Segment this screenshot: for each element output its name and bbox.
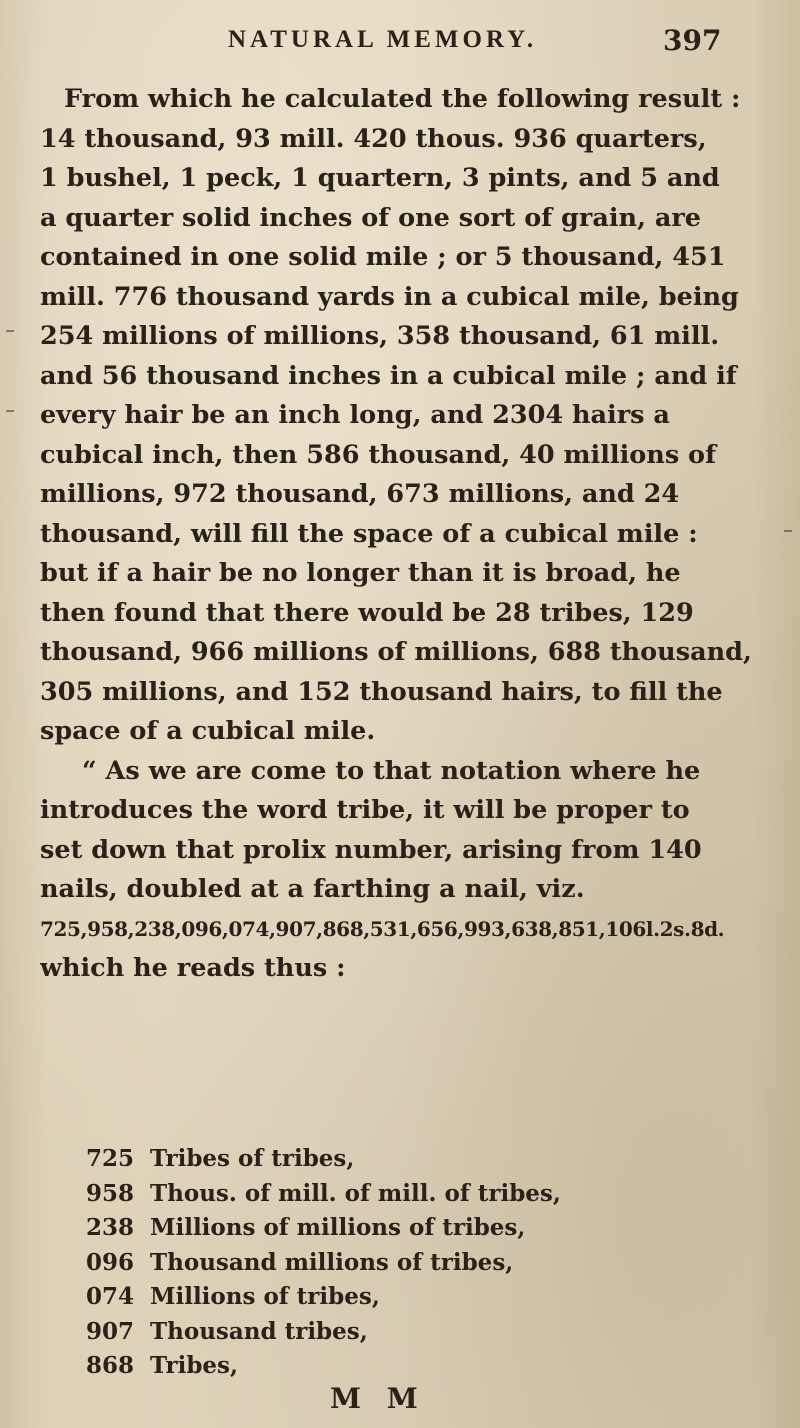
text-line: then found that there would be 28 tribes, 129 — [40, 597, 694, 628]
tally-number: 074 — [86, 1283, 135, 1310]
text-line: every hair be an inch long, and 2304 hairs a — [40, 400, 670, 430]
body-text — [40, 80, 770, 989]
tally-label: Thousand millions of tribes, — [150, 1248, 514, 1276]
margin-mark — [784, 530, 792, 532]
tally-label: Millions of tribes, — [150, 1283, 380, 1310]
margin-mark — [6, 330, 14, 332]
tally-number: 096 — [86, 1248, 135, 1276]
text-line: mill. 776 thousand yards in a cubical mile, being — [40, 281, 739, 312]
list-item — [86, 1211, 561, 1246]
text-line: cubical inch, then 586 thousand, 40 millions of — [40, 439, 717, 470]
list-item — [86, 1349, 561, 1384]
margin-mark — [6, 410, 14, 412]
text-line: space of a cubical mile. — [40, 716, 376, 746]
tally-label: Millions of millions of tribes, — [150, 1214, 526, 1241]
text-line: and 56 thousand inches in a cubical mile ; and if — [40, 360, 737, 391]
tally-label: Tribes of tribes, — [150, 1145, 355, 1172]
long-number-line: 725,958,238,096,074,907,868,531,656,993,638,851,106l.2s.8d. — [40, 916, 725, 941]
running-title: NATURAL MEMORY. — [228, 26, 538, 53]
tally-number: 958 — [86, 1179, 135, 1207]
text-line: which he reads thus : — [40, 953, 346, 983]
text-line: introduces the word tribe, it will be proper to — [40, 795, 690, 825]
text-line: “ As we are come to that notation where he — [82, 755, 701, 786]
tally-number: 907 — [86, 1317, 135, 1345]
text-line: millions, 972 thousand, 673 millions, and 24 — [40, 479, 680, 509]
text-line: 305 millions, and 152 thousand hairs, to fill the — [40, 676, 723, 707]
text-line: but if a hair be no longer than it is broad, he — [40, 558, 681, 588]
text-line: a quarter solid inches of one sort of grain, are — [40, 202, 702, 233]
text-line: thousand, will fill the space of a cubical mile : — [40, 518, 698, 549]
signature-mark: M M — [330, 1382, 426, 1415]
text-line: nails, doubled at a farthing a nail, viz. — [40, 874, 585, 904]
list-item — [86, 1246, 561, 1281]
text-line: set down that prolix number, arising from 140 — [40, 834, 702, 865]
tally-label: Tribes, — [150, 1352, 238, 1379]
page-header — [0, 26, 800, 66]
text-line: 254 millions of millions, 358 thousand, 61 mill. — [40, 321, 720, 351]
tally-label: Thous. of mill. of mill. of tribes, — [150, 1179, 561, 1207]
text-line: From which he calculated the following result : — [64, 84, 741, 114]
text-line: thousand, 966 millions of millions, 688 thousand, — [40, 637, 752, 667]
text-line: 14 thousand, 93 mill. 420 thous. 936 quarters, — [40, 123, 707, 154]
tally-number: 868 — [86, 1352, 135, 1379]
list-item — [86, 1142, 561, 1177]
tally-label: Thousand tribes, — [150, 1317, 368, 1345]
list-item — [86, 1280, 561, 1315]
list-item — [86, 1177, 561, 1212]
tally-number: 238 — [86, 1214, 135, 1241]
page-number: 397 — [663, 24, 722, 57]
tally-number: 725 — [86, 1145, 135, 1172]
tribe-tally-list — [86, 1142, 561, 1384]
text-line: contained in one solid mile ; or 5 thousand, 451 — [40, 242, 726, 272]
list-item — [86, 1315, 561, 1350]
text-line: 1 bushel, 1 peck, 1 quartern, 3 pints, and 5 and — [40, 163, 720, 193]
